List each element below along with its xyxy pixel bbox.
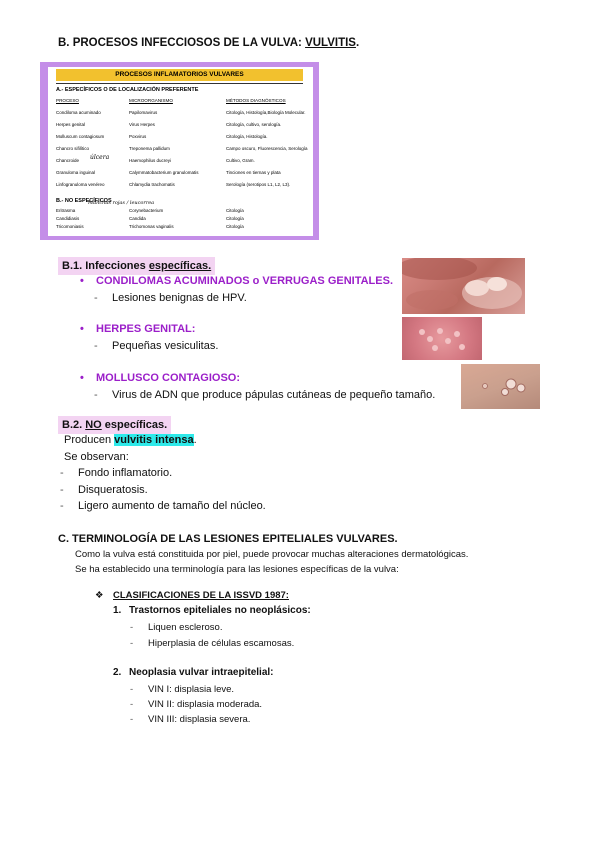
table-row: [56, 134, 306, 143]
round-bullet-icon: •: [80, 323, 84, 335]
b1-item-herpes-detail: - Pequeñas vesiculitas.: [94, 340, 219, 352]
round-bullet-icon: •: [80, 275, 84, 287]
table-title: PROCESOS INFLAMATORIOS VULVARES: [56, 69, 303, 81]
table-row: [56, 122, 306, 131]
table-cell: Chlamydia trachomatis: [129, 182, 175, 187]
table-cell: Candida: [129, 216, 146, 221]
diamond-bullet-icon: ❖: [95, 590, 104, 601]
table-row: [56, 170, 306, 179]
table-cell: Citología: [226, 216, 244, 221]
b2-label: B.2. NO específicas.: [58, 416, 171, 434]
condiloma-photo-drawing: [402, 258, 525, 314]
inflammatory-table: [48, 67, 313, 236]
b2-item: - Disqueratosis.: [60, 484, 148, 496]
mollusco-photo: [461, 364, 540, 409]
dash-bullet-icon: -: [130, 684, 134, 695]
heading-c: C. TERMINOLOGÍA DE LAS LESIONES EPITELIALES VULVARES.: [58, 533, 398, 545]
table-cell: Condiloma acuminado: [56, 110, 101, 115]
dash-bullet-icon: -: [130, 638, 134, 649]
table-cell: Citología, cultivo, serología.: [226, 122, 282, 127]
dash-bullet-icon: -: [60, 500, 64, 512]
group-2-item: - VIN II: displasia moderada.: [130, 699, 263, 710]
table-cell: Virus Herpes: [129, 122, 155, 127]
table-section-b: B.- NO ESPECÍFICOS: [56, 198, 112, 204]
highlight-vulvitis: vulvitis intensa: [114, 434, 194, 446]
table-cell: Chancro sifilítico: [56, 146, 90, 151]
table-divider: [56, 83, 303, 84]
inflammatory-table-image: [40, 62, 319, 240]
table-cell: Citología, Histología,Biología Molecular.: [226, 110, 306, 115]
dash-bullet-icon: -: [94, 340, 98, 352]
heading-b-underlined: VULVITIS: [305, 37, 356, 49]
group-1-item: - Liquen escleroso.: [130, 622, 223, 633]
herpes-photo-drawing: [402, 317, 482, 360]
table-cell: Papilomavirus: [129, 110, 158, 115]
b1-item-condilomas: • CONDILOMAS ACUMINADOS o VERRUGAS GENITALES.: [80, 275, 394, 287]
group-2-item: - VIN III: displasia severa.: [130, 714, 251, 725]
table-cell: Candidiasis: [56, 216, 80, 221]
table-row: [56, 110, 306, 119]
dash-bullet-icon: -: [94, 292, 98, 304]
table-header-organism: MICROORGANISMO: [129, 98, 173, 103]
dash-bullet-icon: -: [130, 622, 134, 633]
heading-b-suffix: .: [355, 37, 360, 49]
c-paragraph-1: Como la vulva está constituida por piel, puede provocar muchas alteraciones dermatológicas.: [75, 549, 469, 560]
table-row: [56, 182, 306, 191]
table-cell: Treponema pallidum: [129, 146, 170, 151]
group-2-item: - VIN I: displasia leve.: [130, 684, 235, 695]
table-cell: Cultivo, Gram.: [226, 158, 255, 163]
table-cell: Citología, Histología.: [226, 134, 268, 139]
heading-b: [58, 37, 359, 49]
round-bullet-icon: •: [80, 372, 84, 384]
table-cell: Chancroide: [56, 158, 80, 163]
dash-bullet-icon: -: [130, 714, 134, 725]
table-cell: Haemophilus ducreyi: [129, 158, 172, 163]
table-cell: Trichomonas vaginalis: [129, 224, 174, 229]
table-cell: Herpes genital: [56, 122, 86, 127]
group-2-title: 2. Neoplasia vulvar intraepitelial:: [113, 667, 274, 678]
table-cell: Molluscum contagiosum: [56, 134, 105, 139]
table-cell: Campo oscuro, Fluorescencia, Serología: [226, 146, 308, 151]
b2-line2: Se observan:: [64, 451, 129, 463]
table-cell: Corynebacterium: [129, 208, 164, 213]
table-cell: Citología: [226, 224, 244, 229]
classification-heading: ❖ CLASIFICACIONES DE LA ISSVD 1987:: [95, 590, 289, 601]
table-section-a: A.- ESPECÍFICOS O DE LOCALIZACIÓN PREFERENTE: [56, 87, 199, 93]
handwritten-note: Manchas rojas / leucorrea: [88, 200, 155, 206]
b1-item-mollusco: • MOLLUSCO CONTAGIOSO:: [80, 372, 241, 384]
dash-bullet-icon: -: [130, 699, 134, 710]
heading-b-text: B. PROCESOS INFECCIOSOS DE LA VULVA:: [58, 37, 306, 49]
dash-bullet-icon: -: [60, 467, 64, 479]
group-1-item: - Hiperplasia de células escamosas.: [130, 638, 295, 649]
table-cell: Serología (serotipos L1, L2, L3).: [226, 182, 291, 187]
table-cell: Tinciones en tiernas y plata: [226, 170, 281, 175]
table-cell: Tricomoniasis: [56, 224, 84, 229]
b2-item: - Fondo inflamatorio.: [60, 467, 173, 479]
herpes-photo: [402, 317, 482, 360]
table-cell: Linfogranuloma venéreo: [56, 182, 105, 187]
table-cell: Poxvirus: [129, 134, 147, 139]
mollusco-photo-drawing: [461, 364, 540, 409]
b1-item-herpes: • HERPES GENITAL:: [80, 323, 196, 335]
table-cell: Granuloma inguinal: [56, 170, 96, 175]
group-1-title: 1. Trastornos epiteliales no neoplásicos:: [113, 605, 311, 616]
b1-item-mollusco-detail: - Virus de ADN que produce pápulas cutáneas de pequeño tamaño.: [94, 389, 436, 401]
table-cell: Citología: [226, 208, 244, 213]
b1-item-condilomas-detail: - Lesiones benignas de HPV.: [94, 292, 247, 304]
dash-bullet-icon: -: [60, 484, 64, 496]
table-header-methods: MÉTODOS DIAGNÓSTICOS: [226, 98, 286, 103]
b2-item: - Ligero aumento de tamaño del núcleo.: [60, 500, 266, 512]
handwritten-note: úlcera: [90, 154, 110, 161]
dash-bullet-icon: -: [94, 389, 98, 401]
b1-label: B.1. Infecciones específicas.: [58, 257, 215, 275]
c-paragraph-2: Se ha establecido una terminología para las lesiones específicas de la vulva:: [75, 564, 399, 575]
condiloma-photo: [402, 258, 525, 314]
table-cell: Eritrasma: [56, 208, 76, 213]
b2-line1: Producen vulvitis intensa.: [64, 434, 197, 446]
table-cell: Calymmatobacterium granulomatis: [129, 170, 199, 175]
table-row: [56, 224, 306, 233]
table-header-process: PROCESO: [56, 98, 79, 103]
